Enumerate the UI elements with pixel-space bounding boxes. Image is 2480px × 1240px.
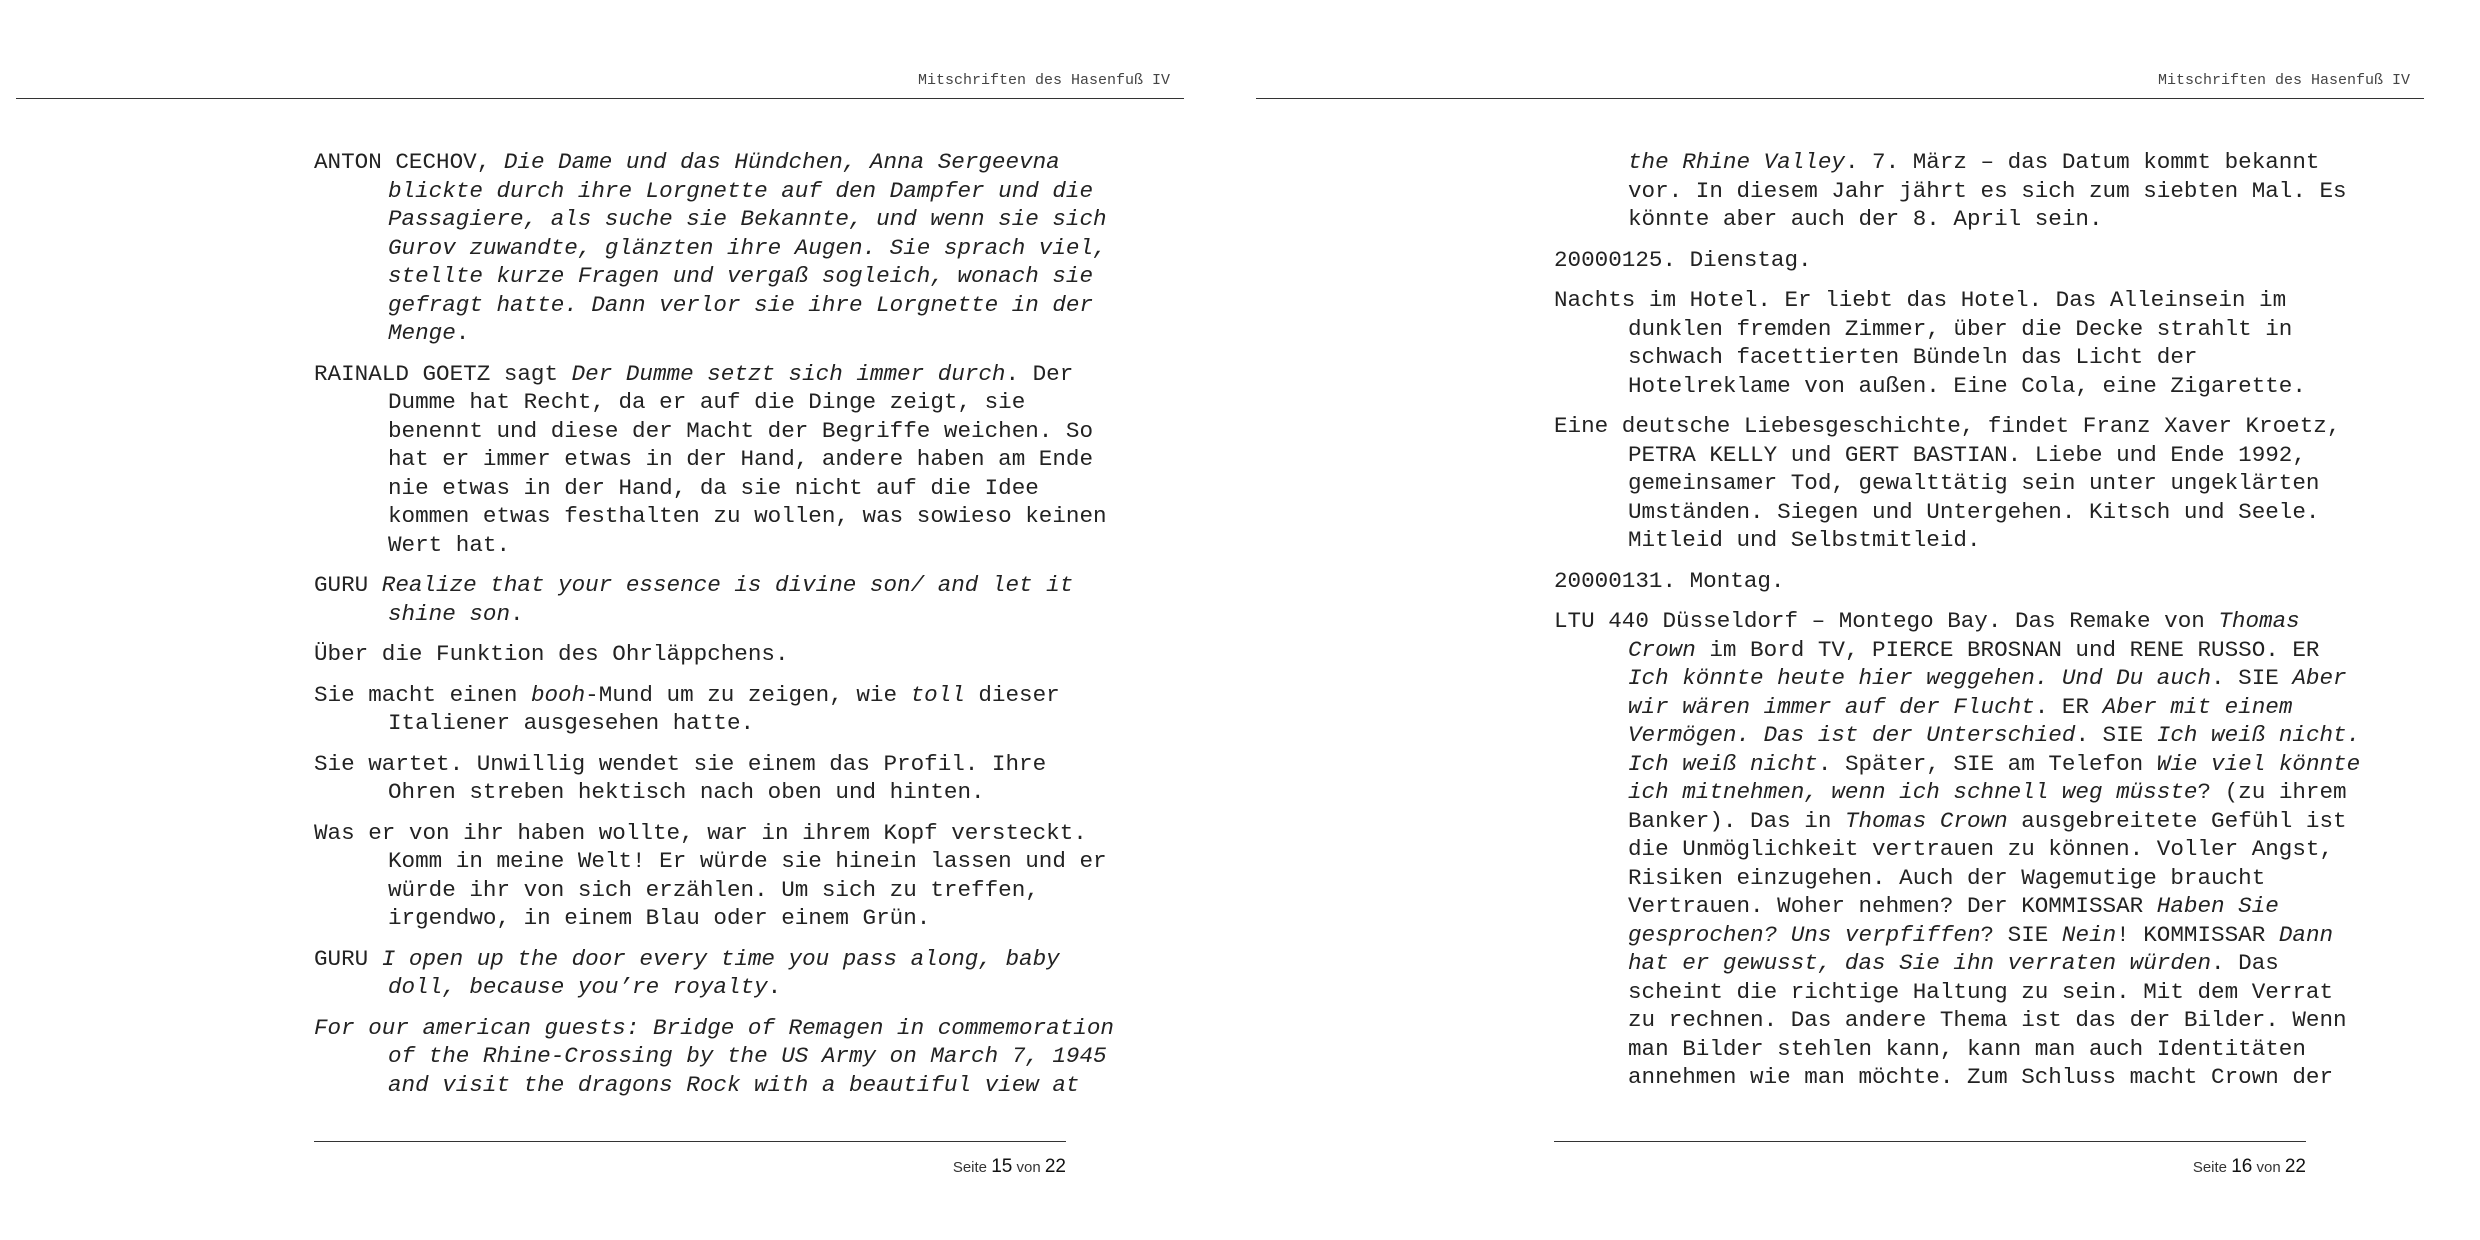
- text-run: .: [510, 600, 524, 627]
- text-run: Nachts im Hotel. Er liebt das Hotel. Das Alleinsein im dunklen fremden Zimmer, über die Decke strahlt in schwach facettierten Bündeln das Licht der Hotelreklame von außen. Eine Cola, eine Zigarette.: [1554, 287, 2306, 399]
- page-total: 22: [2284, 1156, 2306, 1177]
- paragraph-booh-mund: [314, 681, 1122, 738]
- text-run: .: [767, 974, 782, 1000]
- footer-of: von: [2256, 1159, 2281, 1176]
- page-right: [1240, 0, 2480, 1240]
- text-run: LTU 440 Düsseldorf – Montego Bay. Das Remake von: [1554, 608, 2219, 634]
- text-run: Sie wartet. Unwillig wendet sie einem das Profil. Ihre Ohren streben hektisch nach oben und hinten.: [314, 750, 1047, 805]
- text-run: 20000131. Montag.: [1554, 567, 1785, 594]
- text-run: . SIE: [2211, 665, 2293, 691]
- page-footer: [2193, 1156, 2306, 1178]
- paragraph-cechov: [314, 148, 1122, 348]
- text-run: im Bord TV, PIERCE BROSNAN und RENE RUSSO. ER: [1695, 636, 2320, 663]
- italic-text-run: Thomas Crown: [1628, 608, 2300, 663]
- header-rule: [1256, 98, 2424, 99]
- page-number: 15: [991, 1156, 1013, 1177]
- text-run: ? SIE: [1980, 921, 2062, 948]
- text-run: Was er von ihr haben wollte, war in ihrem Kopf versteckt. Komm in meine Welt! Er würde sie hinein lassen und er würde ihr von sich erzählen. Um sich zu treffen, irgendwo, in einem Blau oder einem Grün.: [314, 819, 1107, 931]
- italic-text-run: Haben Sie gesprochen? Uns verpfiffen: [1628, 893, 2279, 948]
- text-run: . Der Dumme hat Recht, da er auf die Dinge zeigt, sie benennt und diese der Macht der Begriffe weichen. So hat er immer etwas in der Hand, andere haben am Ende nie etwas in der Hand, da sie nicht auf die Idee kommen etwas festhalten zu wollen, was sowieso keinen Wert hat.: [388, 360, 1107, 558]
- text-run: RAINALD GOETZ sagt: [314, 360, 572, 387]
- text-run: . 7. März – das Datum kommt bekannt vor. In diesem Jahr jährt es sich zum siebten Mal. Es könnte aber auch der 8. April sein.: [1628, 149, 2347, 232]
- italic-text-run: Der Dumme setzt sich immer durch: [571, 360, 1006, 387]
- header-rule: [16, 98, 1184, 99]
- page-body: [314, 148, 1122, 1111]
- text-run: ! KOMMISSAR: [2116, 921, 2279, 948]
- text-run: . SIE: [2075, 722, 2157, 748]
- paragraph-sie-wartet: [314, 750, 1122, 807]
- text-run: GURU: [314, 945, 382, 972]
- text-run: ANTON CECHOV,: [314, 149, 504, 175]
- date-heading: [1554, 246, 2362, 275]
- paragraph-goetz: [314, 360, 1122, 560]
- footer-rule: [1554, 1141, 2306, 1142]
- text-run: Über die Funktion des Ohrläppchens.: [314, 641, 789, 667]
- footer-label: Seite: [2192, 1159, 2228, 1176]
- text-run: . Später, SIE am Telefon: [1817, 750, 2157, 777]
- text-run: GURU: [314, 572, 382, 598]
- paragraph-thomas-crown: [1554, 607, 2362, 1092]
- italic-text-run: Aber mit einem Vermögen. Das ist der Unterschied: [1628, 693, 2293, 748]
- paragraph-kopf-versteckt: [314, 819, 1122, 933]
- text-run: dieser Italiener ausgesehen hatte.: [388, 681, 1060, 736]
- running-head: Mitschriften des Hasenfuß IV: [917, 72, 1170, 89]
- date-heading: [1554, 567, 2362, 596]
- text-run: . Das scheint die richtige Haltung zu sein. Mit dem Verrat zu rechnen. Das andere Thema ist das der Bilder. Wenn man Bilder stehlen kann, kann man auch Identitäten annehmen wie man möchte. Zum Schluss macht Crown der: [1628, 950, 2347, 1090]
- paragraph-american-guests: [314, 1014, 1122, 1100]
- paragraph-rhine-valley-continued: [1554, 148, 2362, 234]
- italic-text-run: booh: [530, 681, 586, 708]
- italic-text-run: Realize that your essence is divine son/ and let it shine son: [381, 572, 1074, 627]
- running-head: Mitschriften des Hasenfuß IV: [2157, 72, 2410, 89]
- italic-text-run: toll: [910, 681, 965, 708]
- page-total: 22: [1044, 1156, 1066, 1177]
- text-run: ausgebreitete Gefühl ist die Unmöglichkeit vertrauen zu können. Voller Angst, Risiken einzugehen. Auch der Wagemutige braucht Vertrauen. Woher nehmen? Der KOMMISSAR: [1628, 807, 2347, 919]
- italic-text-run: Die Dame und das Hündchen, Anna Sergeevna blickte durch ihre Lorgnette auf den Dampfer und die Passagiere, als suche sie Bekannte, und wenn sie sich Gurov zuwandte, glänzten ihre Augen. Sie sprach viel, stellte kurze Fragen und vergaß sogleich, wonach sie gefragt hatte. Dann verlor sie ihre Lorgnette in der Menge: [388, 149, 1107, 346]
- footer-rule: [314, 1141, 1066, 1142]
- footer-label: Seite: [952, 1159, 988, 1176]
- page-number: 16: [2231, 1156, 2253, 1177]
- italic-text-run: Aber wir wären immer auf der Flucht: [1628, 665, 2347, 720]
- italic-text-run: Thomas Crown: [1844, 807, 2008, 834]
- page-footer: [953, 1156, 1066, 1178]
- text-run: -Mund um zu zeigen, wie: [585, 681, 911, 708]
- text-run: Eine deutsche Liebesgeschichte, findet Franz Xaver Kroetz, PETRA KELLY und GERT BASTIAN. Liebe und Ende 1992, gemeinsamer Tod, gewalttätig sein unter ungeklärten Umständen. Siegen und Untergehen. Kitsch und Seele. Mitleid und Selbstmitleid.: [1554, 413, 2341, 553]
- italic-text-run: Dann hat er gewusst, das Sie ihn verraten würden: [1628, 921, 2334, 976]
- page-body: [1554, 148, 2362, 1104]
- italic-text-run: the Rhine Valley: [1628, 149, 1845, 175]
- italic-text-run: I open up the door every time you pass along, baby doll, because you’re royalty: [381, 945, 1060, 1000]
- text-run: 20000125. Dienstag.: [1554, 246, 1812, 273]
- footer-of: von: [1016, 1159, 1041, 1176]
- italic-text-run: Ich könnte heute hier weggehen. Und Du auch: [1628, 665, 2212, 691]
- italic-text-run: Nein: [2061, 921, 2117, 948]
- paragraph-guru-1: [314, 571, 1122, 628]
- text-run: . ER: [2034, 693, 2103, 720]
- italic-text-run: Wie viel könnte ich mitnehmen, wenn ich schnell weg müsste: [1628, 750, 2361, 805]
- paragraph-liebesgeschichte: [1554, 412, 2362, 555]
- paragraph-hotel: [1554, 286, 2362, 400]
- text-run: Sie macht einen: [314, 681, 531, 708]
- paragraph-guru-2: [314, 945, 1122, 1002]
- text-run: .: [455, 320, 470, 346]
- italic-text-run: For our american guests: Bridge of Remagen in commemoration of the Rhine-Crossing by the US Army on March 7, 1945 and visit the dragons Rock with a beautiful view at: [314, 1014, 1114, 1098]
- italic-text-run: Ich weiß nicht. Ich weiß nicht: [1628, 722, 2361, 777]
- paragraph-ohrlaeppchen: [314, 640, 1122, 669]
- text-run: ? (zu ihrem Banker). Das in: [1628, 779, 2347, 834]
